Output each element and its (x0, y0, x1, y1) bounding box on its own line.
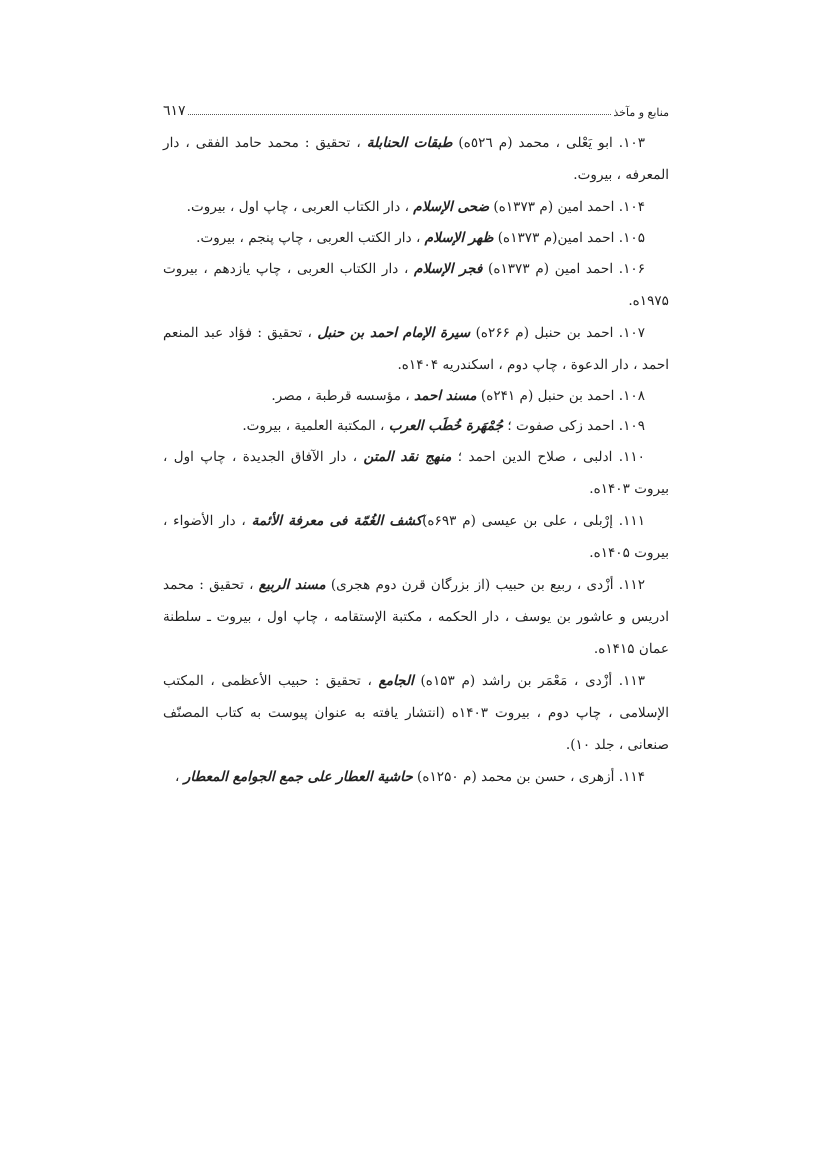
entry-author: ۱۰۳. ابو يَعْلى ، محمد (م ٥٢٦ه) (452, 135, 645, 151)
entry-title: فجر الإسلام (414, 261, 483, 277)
entry-title: حاشية العطار على جمع الجوامع المعطار (183, 769, 413, 785)
entry-title: مسند احمد (414, 388, 477, 404)
entry-author: ۱۱۳. أزْدى ، مَعْمَر بن راشد (م ۱۵۳ه) (413, 673, 645, 689)
entry-author: ۱۰۹. احمد زكى صفوت ؛ (503, 418, 645, 434)
bibliography-entry (163, 191, 669, 223)
bibliography-entry (163, 441, 669, 505)
bibliography-list (163, 127, 669, 793)
entry-details: ، دار الكتاب العربى ، چاپ يازدهم ، بيروت ۱۹۷۵ه. (163, 261, 669, 309)
bibliography-entry (163, 127, 669, 191)
entry-details: ، دار الآفاق الجديدة ، چاپ اول ، بيروت ۱۴۰۳ه. (163, 449, 669, 497)
entry-details: ، المكتبة العلمية ، بيروت. (242, 418, 389, 434)
entry-details: ، تحقيق : محمد حامد الفقى ، دار المعرفه ، بيروت. (163, 135, 669, 183)
bibliography-entry (163, 505, 669, 569)
bibliography-entry (163, 317, 669, 381)
document-page (163, 95, 669, 793)
entry-author: ۱۱۰. ادلبى ، صلاح الدين احمد ؛ (451, 449, 645, 465)
bibliography-entry (163, 761, 669, 793)
entry-details: ، دار الكتاب العربى ، چاپ اول ، بيروت. (186, 199, 414, 215)
entry-details: ، دار الأضواء ، بيروت ۱۴۰۵ه. (163, 513, 669, 561)
entry-details: ، تحقيق : فؤاد عبد المنعم احمد ، دار الدعوة ، چاپ دوم ، اسكندريه ۱۴۰۴ه. (163, 325, 669, 373)
bibliography-entry (163, 665, 669, 761)
entry-title: منهج نقد المتن (363, 449, 452, 465)
entry-author: ۱۰۴. احمد امين (م ۱۳۷۳ه) (489, 199, 645, 215)
entry-title: سيرة الإمام احمد بن حنبل (317, 325, 471, 341)
entry-details: ، (175, 769, 184, 785)
section-title: منابع و مآخذ (613, 106, 669, 119)
running-header (163, 95, 669, 119)
entry-title: الجامع (378, 673, 414, 689)
entry-author: ۱۰۶. احمد امين (م ۱۳۷۳ه) (482, 261, 645, 277)
entry-author: ۱۱۱. إرْبلى ، على بن عيسى (م ۶۹۳ه) (422, 513, 646, 529)
entry-title: ظهر الإسلام (424, 230, 494, 246)
entry-author: ۱۰۷. احمد بن حنبل (م ۲۶۶ه) (470, 325, 645, 341)
entry-author: ۱۱۴. أزهرى ، حسن بن محمد (م ۱۲۵۰ه) (412, 769, 645, 785)
entry-title: جُمْهَرة خُطَب العرب (388, 418, 504, 434)
entry-author: ۱۰۵. احمد امين(م ۱۳۷۳ه) (493, 230, 645, 246)
entry-title: مسند الربيع (258, 577, 326, 593)
bibliography-entry (163, 569, 669, 665)
entry-title: كشف الغُمّة فى معرفة الأئمة (251, 513, 423, 529)
bibliography-entry (163, 253, 669, 317)
leader-dots (188, 114, 612, 115)
entry-title: ضحى الإسلام (413, 199, 490, 215)
bibliography-entry (163, 411, 669, 441)
entry-details: ، دار الكتب العربى ، چاپ پنجم ، بيروت. (196, 230, 425, 246)
entry-details: ، تحقيق : محمد ادريس و عاشور بن يوسف ، دار الحكمه ، مكتبة الإستقامه ، چاپ اول ، بيروت ـ سلطنة عمان ۱۴۱۵ه. (163, 577, 669, 657)
entry-author: ۱۱۲. أزْدى ، ربيع بن حبيب (از بزرگان قرن دوم هجرى) (325, 577, 645, 593)
entry-details: ، مؤسسه قرطبة ، مصر. (271, 388, 415, 404)
page-number: ٦١٧ (163, 103, 186, 119)
entry-details: ، تحقيق : حبيب الأعظمى ، المكتب الإسلامى ، چاپ دوم ، بيروت ۱۴۰۳ه (انتشار يافته به عنوان پيوست به كتاب المصنّف صنعانى ، جلد ۱۰). (163, 673, 670, 753)
entry-author: ۱۰۸. احمد بن حنبل (م ۲۴۱ه) (476, 388, 645, 404)
bibliography-entry (163, 381, 669, 411)
bibliography-entry (163, 223, 669, 253)
entry-title: طبقات الحنابلة (366, 135, 453, 151)
